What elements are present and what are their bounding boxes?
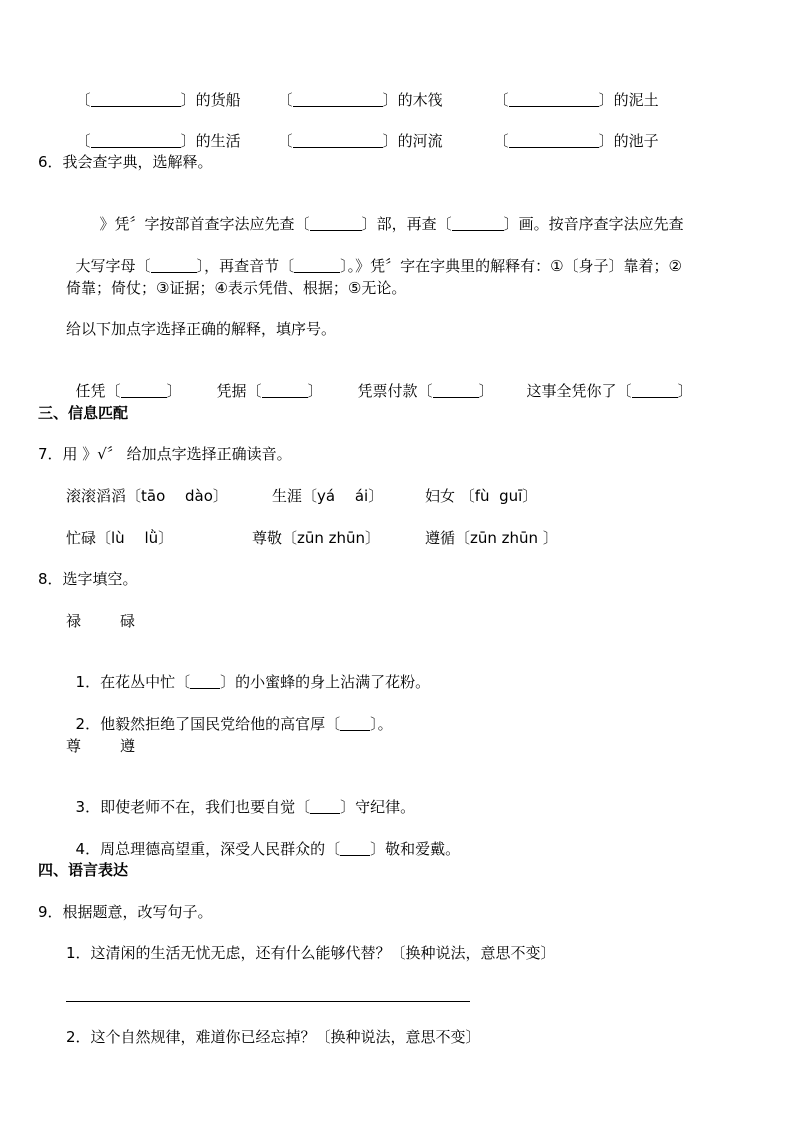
q6-item-4: 这事全凭你了〔 〕 bbox=[526, 382, 693, 400]
answer-blank[interactable] bbox=[293, 92, 383, 107]
answer-blank[interactable] bbox=[452, 216, 504, 231]
answer-blank[interactable] bbox=[340, 716, 370, 731]
q9-sentence-2: 2．这个自然规律，难道你已经忘掉？〔换种说法，意思不变〕 bbox=[66, 1028, 481, 1046]
answer-blank[interactable] bbox=[632, 383, 678, 398]
q6-title: 6．我会查字典，选解释。 bbox=[38, 153, 213, 171]
q8-char-option: 碌 bbox=[120, 612, 136, 630]
q6-line-3: 倚靠；倚仗；③证据；④表示凭借、根据；⑤无论。 bbox=[66, 279, 407, 297]
q9-title: 9．根据题意，改写句子。 bbox=[38, 903, 213, 921]
section-title: 四、语言表达 bbox=[38, 861, 129, 879]
q7-item: 遵循〔zūn zhūn 〕 bbox=[425, 529, 558, 547]
answer-blank[interactable] bbox=[91, 92, 181, 107]
q5-item-2: 〔 〕的木筏 bbox=[277, 91, 443, 109]
q8-sentence-2: 2．他毅然拒绝了国民党给他的高官厚〔 〕。 bbox=[75, 715, 393, 733]
q8-sentence-3: 3．即使老师不在，我们也要自觉〔 〕守纪律。 bbox=[75, 798, 416, 816]
q8-title: 8．选字填空。 bbox=[38, 570, 138, 588]
q7-title: 7．用 》√〞 给加点字选择正确读音。 bbox=[38, 445, 292, 463]
answer-blank[interactable] bbox=[151, 258, 197, 273]
q9-sentence-1: 1．这清闲的生活无忧无虑，还有什么能够代替？〔换种说法，意思不变〕 bbox=[66, 944, 556, 962]
answer-blank[interactable] bbox=[190, 674, 220, 689]
q6-line-4: 给以下加点字选择正确的解释，填序号。 bbox=[66, 320, 337, 338]
answer-blank[interactable] bbox=[509, 133, 599, 148]
answer-blank[interactable] bbox=[310, 799, 340, 814]
q5-item-1: 〔 〕的货船 bbox=[75, 91, 241, 109]
q7-item: 滚滚滔滔〔tāo dào〕 bbox=[66, 487, 228, 505]
q5-item-3: 〔 〕的泥土 bbox=[493, 91, 659, 109]
section-title: 三、信息匹配 bbox=[38, 404, 129, 422]
q6-line-2: 大写字母〔 〕，再查音节〔 〕。》凭〞字在字典里的解释有：①〔身子〕靠着；② bbox=[75, 257, 682, 275]
q6-item-3: 凭票付款〔 〕 bbox=[357, 382, 494, 400]
q5-item-4: 〔 〕的生活 bbox=[75, 132, 241, 150]
q7-item: 尊敬〔zūn zhūn〕 bbox=[252, 529, 381, 547]
answer-blank[interactable] bbox=[262, 383, 308, 398]
q7-item: 妇女 〔fù guī〕 bbox=[425, 487, 538, 505]
q6-item-1: 任凭〔 〕 bbox=[75, 382, 182, 400]
answer-blank[interactable] bbox=[91, 133, 181, 148]
q7-item: 生涯〔yá ái〕 bbox=[272, 487, 384, 505]
q8-char-option: 遵 bbox=[120, 737, 136, 755]
q8-char-option: 尊 bbox=[66, 737, 82, 755]
q8-char-option: 禄 bbox=[66, 612, 82, 630]
q6-item-2: 凭据〔 〕 bbox=[216, 382, 323, 400]
answer-line[interactable] bbox=[66, 1001, 470, 1002]
answer-blank[interactable] bbox=[340, 841, 370, 856]
q5-item-5: 〔 〕的河流 bbox=[277, 132, 443, 150]
answer-blank[interactable] bbox=[509, 92, 599, 107]
q7-item: 忙碌〔lù lǜ〕 bbox=[66, 529, 174, 547]
answer-blank[interactable] bbox=[121, 383, 167, 398]
answer-blank[interactable] bbox=[293, 133, 383, 148]
answer-blank[interactable] bbox=[433, 383, 479, 398]
q8-sentence-1: 1．在花丛中忙〔 〕的小蜜蜂的身上沾满了花粉。 bbox=[75, 673, 431, 691]
q8-sentence-4: 4．周总理德高望重，深受人民群众的〔 〕敬和爱戴。 bbox=[75, 840, 461, 858]
q6-line-1: 》凭〞字按部首查字法应先查〔 〕部，再查〔 〕画。按音序查字法应先查 bbox=[99, 215, 684, 233]
answer-blank[interactable] bbox=[310, 216, 362, 231]
q5-item-6: 〔 〕的池子 bbox=[493, 132, 659, 150]
answer-blank[interactable] bbox=[294, 258, 340, 273]
